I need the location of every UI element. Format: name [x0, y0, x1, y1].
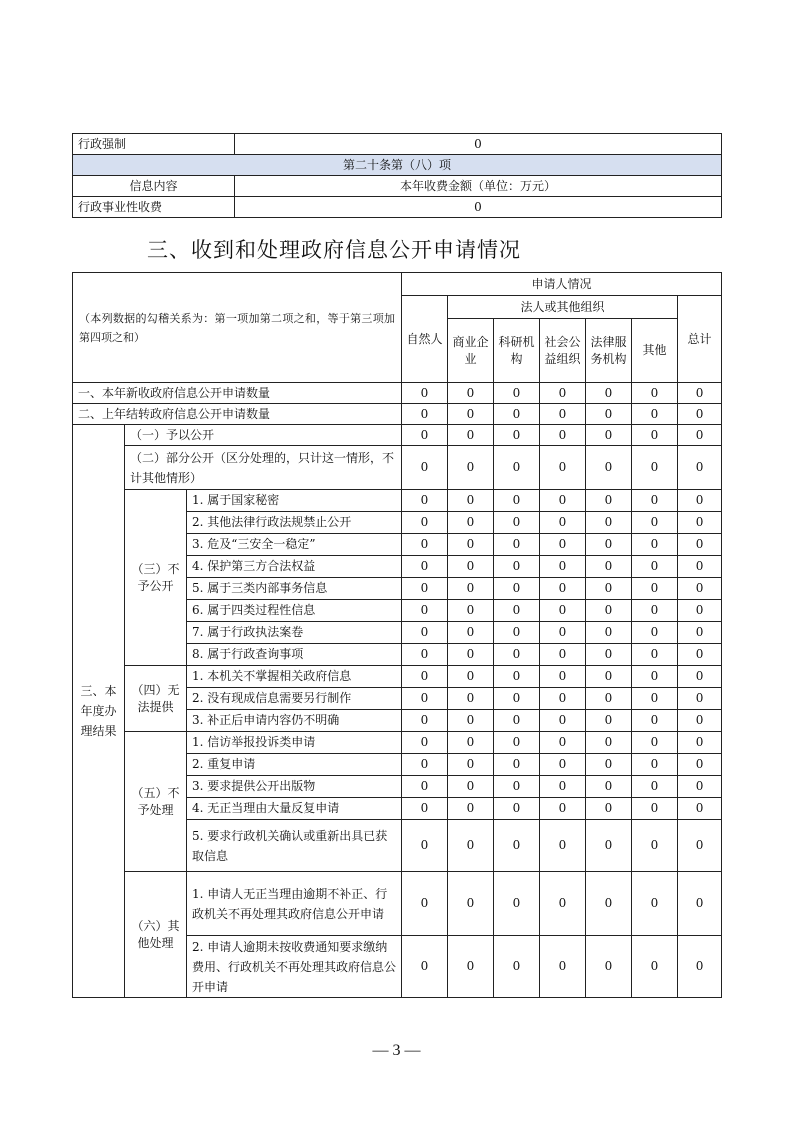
cell-value: 0: [540, 446, 586, 490]
table-row: [73, 732, 722, 754]
row-label: 一、本年新收政府信息公开申请数量: [73, 383, 402, 404]
cell-value: 0: [448, 776, 494, 798]
cell-value: 0: [540, 622, 586, 644]
row-label: 7. 属于行政执法案卷: [187, 622, 402, 644]
cell-value: 0: [494, 732, 540, 754]
table-row: [73, 872, 722, 936]
cell-value: 0: [494, 600, 540, 622]
cell-value: 0: [448, 820, 494, 872]
cell-value: 0: [632, 820, 678, 872]
cell-value: 0: [632, 754, 678, 776]
cell-value: 0: [678, 666, 722, 688]
cell-value: 0: [678, 600, 722, 622]
cell-value: 0: [632, 644, 678, 666]
cell-value: 0: [448, 490, 494, 512]
cell-value: 0: [402, 732, 448, 754]
cell-value: 0: [678, 798, 722, 820]
row-label: 8. 属于行政查询事项: [187, 644, 402, 666]
group-label-wufa: （四）无法提供: [125, 666, 187, 732]
cell-value: 0: [402, 490, 448, 512]
cell-value: 0: [678, 622, 722, 644]
cell-value: 0: [540, 383, 586, 404]
col-header-content: 信息内容: [73, 176, 235, 197]
cell-value: 0: [586, 644, 632, 666]
cell-value: 0: [494, 490, 540, 512]
cell-value: 0: [632, 710, 678, 732]
row-label: 二、上年结转政府信息公开申请数量: [73, 404, 402, 425]
cell-value: 0: [402, 446, 448, 490]
cell-value: 0: [494, 798, 540, 820]
cell-value: 0: [632, 732, 678, 754]
applications-table: [72, 272, 722, 998]
cell-value: 0: [402, 383, 448, 404]
cell-value: 0: [402, 556, 448, 578]
cell-value: 0: [540, 688, 586, 710]
cell-value: 0: [586, 872, 632, 936]
row-label: （一）予以公开: [125, 425, 402, 446]
cell-value: 0: [632, 600, 678, 622]
cell-value: 0: [494, 776, 540, 798]
cell-value: 0: [540, 425, 586, 446]
cell-value: 0: [678, 936, 722, 998]
cell-value: 0: [494, 754, 540, 776]
cell-value: 0: [586, 600, 632, 622]
cell-value: 0: [586, 446, 632, 490]
cell-value: 0: [678, 404, 722, 425]
cell-value: 0: [402, 534, 448, 556]
header-sub-col: 科研机构: [494, 319, 540, 383]
cell-value: 0: [586, 622, 632, 644]
row-label: 2. 没有现成信息需要另行制作: [187, 688, 402, 710]
cell-value: 0: [540, 798, 586, 820]
cell-value: 0: [448, 798, 494, 820]
cell-value: 0: [586, 425, 632, 446]
cell-value: 0: [678, 644, 722, 666]
cell-value: 0: [632, 512, 678, 534]
cell-value: 0: [494, 446, 540, 490]
cell-value: 0: [494, 622, 540, 644]
cell-value: 0: [402, 688, 448, 710]
cell-value: 0: [632, 556, 678, 578]
cell-value: 0: [494, 936, 540, 998]
cell-value: 0: [448, 512, 494, 534]
cell-value: 0: [494, 425, 540, 446]
cell-value: 0: [632, 776, 678, 798]
cell-value: 0: [632, 383, 678, 404]
cell-value: 0: [678, 688, 722, 710]
cell-value: 0: [494, 710, 540, 732]
cell-value: 0: [402, 798, 448, 820]
cell-value: 0: [402, 710, 448, 732]
cell-value: 0: [402, 754, 448, 776]
cell-value: 0: [448, 936, 494, 998]
section-band: 第二十条第（八）项: [73, 155, 722, 176]
cell-value: 0: [586, 754, 632, 776]
cell-value: 0: [678, 578, 722, 600]
row-label: 5. 要求行政机关确认或重新出具已获取信息: [187, 820, 402, 872]
cell-value: 0: [540, 710, 586, 732]
cell-value: 0: [586, 798, 632, 820]
cell-value: 0: [448, 622, 494, 644]
cell-value: 0: [678, 383, 722, 404]
row-label: 1. 属于国家秘密: [187, 490, 402, 512]
cell-value: 0: [540, 556, 586, 578]
cell-value: 0: [448, 732, 494, 754]
cell-value: 0: [448, 404, 494, 425]
cell-value: 0: [586, 776, 632, 798]
cell-value: 0: [678, 534, 722, 556]
row-label: 2. 重复申请: [187, 754, 402, 776]
cell-value: 0: [494, 404, 540, 425]
cell-value: 0: [632, 872, 678, 936]
row-label: 3. 补正后申请内容仍不明确: [187, 710, 402, 732]
cell-value: 0: [448, 446, 494, 490]
row-label: 6. 属于四类过程性信息: [187, 600, 402, 622]
cell-value: 0: [586, 688, 632, 710]
row-label: 4. 保护第三方合法权益: [187, 556, 402, 578]
cell-value: 0: [448, 754, 494, 776]
table-row: [73, 383, 722, 404]
cell-value: 0: [494, 534, 540, 556]
row-label: 1. 本机关不掌握相关政府信息: [187, 666, 402, 688]
table-row: [73, 666, 722, 688]
cell-value: 0: [402, 776, 448, 798]
cell-value: 0: [540, 490, 586, 512]
cell-value: 0: [586, 534, 632, 556]
header-sub-col: 社会公益组织: [540, 319, 586, 383]
row-label: 3. 要求提供公开出版物: [187, 776, 402, 798]
group-label-buchuli: （五）不予处理: [125, 732, 187, 872]
section-title: 三、收到和处理政府信息公开申请情况: [147, 238, 521, 262]
cell-value: 0: [540, 644, 586, 666]
table-row: [73, 446, 722, 490]
cell-value: 0: [448, 383, 494, 404]
header-total: 总计: [678, 296, 722, 383]
cell-value: 0: [494, 556, 540, 578]
cell-value: 0: [494, 512, 540, 534]
cell-value: 0: [678, 754, 722, 776]
cell-value: 0: [494, 820, 540, 872]
cell-value: 0: [540, 404, 586, 425]
cell-value: 0: [402, 666, 448, 688]
cell-value: 0: [586, 556, 632, 578]
cell-value: 0: [586, 732, 632, 754]
cell-value: 0: [586, 578, 632, 600]
cell-value: 0: [540, 820, 586, 872]
row-label: 2. 其他法律行政法规禁止公开: [187, 512, 402, 534]
cell-value: 0: [678, 710, 722, 732]
cell-value: 0: [402, 872, 448, 936]
row-label: 2. 申请人逾期未按收费通知要求缴纳费用、行政机关不再处理其政府信息公开申请: [187, 936, 402, 998]
row-value: 0: [235, 134, 722, 155]
cell-value: 0: [540, 776, 586, 798]
cell-value: 0: [632, 798, 678, 820]
page-number: — 3 —: [372, 1042, 421, 1059]
row-label: 4. 无正当理由大量反复申请: [187, 798, 402, 820]
cell-value: 0: [586, 512, 632, 534]
cell-value: 0: [678, 446, 722, 490]
cell-value: 0: [448, 872, 494, 936]
row-label: 1. 申请人无正当理由逾期不补正、行政机关不再处理其政府信息公开申请: [187, 872, 402, 936]
cell-value: 0: [632, 936, 678, 998]
cell-value: 0: [678, 732, 722, 754]
cell-value: 0: [540, 936, 586, 998]
header-natural-person: 自然人: [402, 296, 448, 383]
cell-value: 0: [678, 776, 722, 798]
cell-value: 0: [402, 820, 448, 872]
cell-value: 0: [586, 404, 632, 425]
cell-value: 0: [448, 425, 494, 446]
cell-value: 0: [540, 754, 586, 776]
cell-value: 0: [448, 666, 494, 688]
cell-value: 0: [402, 644, 448, 666]
cell-value: 0: [586, 383, 632, 404]
cell-value: 0: [678, 425, 722, 446]
cell-value: 0: [632, 622, 678, 644]
fee-value: 0: [235, 197, 722, 218]
cell-value: 0: [678, 820, 722, 872]
cell-value: 0: [678, 512, 722, 534]
header-sub-col: 商业企业: [448, 319, 494, 383]
cell-value: 0: [402, 622, 448, 644]
cell-value: 0: [540, 512, 586, 534]
note-cell: （本列数据的勾稽关系为：第一项加第二项之和，等于第三项加第四项之和）: [73, 273, 402, 383]
cell-value: 0: [540, 578, 586, 600]
cell-value: 0: [402, 512, 448, 534]
row-label: 3. 危及“三安全一稳定”: [187, 534, 402, 556]
row-label: 1. 信访举报投诉类申请: [187, 732, 402, 754]
cell-value: 0: [632, 490, 678, 512]
cell-value: 0: [402, 936, 448, 998]
cell-value: 0: [632, 425, 678, 446]
cell-value: 0: [678, 490, 722, 512]
cell-value: 0: [402, 578, 448, 600]
cell-value: 0: [632, 534, 678, 556]
header-legal-group: 法人或其他组织: [448, 296, 678, 319]
group-label-bugongkai: （三）不予公开: [125, 490, 187, 666]
row-label: （二）部分公开（区分处理的，只计这一情形，不计其他情形）: [125, 446, 402, 490]
row-label: 5. 属于三类内部事务信息: [187, 578, 402, 600]
cell-value: 0: [586, 666, 632, 688]
cell-value: 0: [632, 404, 678, 425]
cell-value: 0: [402, 600, 448, 622]
fee-label: 行政事业性收费: [73, 197, 235, 218]
cell-value: 0: [678, 872, 722, 936]
cell-value: 0: [632, 578, 678, 600]
cell-value: 0: [402, 425, 448, 446]
cell-value: 0: [586, 820, 632, 872]
cell-value: 0: [540, 732, 586, 754]
header-sub-col: 其他: [632, 319, 678, 383]
cell-value: 0: [448, 710, 494, 732]
fee-table: [72, 133, 722, 218]
cell-value: 0: [448, 644, 494, 666]
row-label: 行政强制: [73, 134, 235, 155]
cell-value: 0: [632, 688, 678, 710]
group-label-qita: （六）其他处理: [125, 872, 187, 998]
table-row: [73, 404, 722, 425]
cell-value: 0: [494, 666, 540, 688]
cell-value: 0: [448, 688, 494, 710]
cell-value: 0: [678, 556, 722, 578]
cell-value: 0: [494, 644, 540, 666]
cell-value: 0: [494, 383, 540, 404]
cell-value: 0: [586, 490, 632, 512]
cell-value: 0: [586, 710, 632, 732]
col-header-amount: 本年收费金额（单位：万元）: [235, 176, 722, 197]
group3-label: 三、本年度办理结果: [73, 425, 125, 998]
cell-value: 0: [448, 578, 494, 600]
header-applicant: 申请人情况: [402, 273, 722, 296]
cell-value: 0: [448, 600, 494, 622]
cell-value: 0: [494, 578, 540, 600]
cell-value: 0: [494, 872, 540, 936]
table-row: [73, 425, 722, 446]
cell-value: 0: [448, 534, 494, 556]
cell-value: 0: [540, 872, 586, 936]
cell-value: 0: [540, 666, 586, 688]
table-row: [73, 490, 722, 512]
cell-value: 0: [540, 600, 586, 622]
cell-value: 0: [448, 556, 494, 578]
cell-value: 0: [494, 688, 540, 710]
cell-value: 0: [586, 936, 632, 998]
cell-value: 0: [540, 534, 586, 556]
cell-value: 0: [402, 404, 448, 425]
cell-value: 0: [632, 666, 678, 688]
cell-value: 0: [632, 446, 678, 490]
header-sub-col: 法律服务机构: [586, 319, 632, 383]
